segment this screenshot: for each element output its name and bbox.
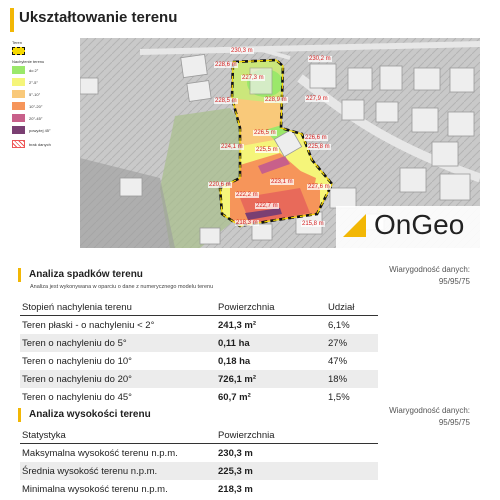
legend-item-label: 2°-5° <box>29 79 38 85</box>
table-row <box>20 462 378 480</box>
height-label: 227,6 m <box>308 184 330 190</box>
legend-item <box>12 102 78 110</box>
height-label: 230,3 m <box>231 48 253 54</box>
height-stat-cell: Maksymalna wysokość terenu n.p.m. <box>22 447 178 459</box>
slope-degree-cell: Teren o nachyleniu do 10° <box>22 355 132 367</box>
slope-share-cell: 1,5% <box>328 391 350 403</box>
legend-item <box>12 78 78 86</box>
table-row <box>20 316 378 334</box>
legend-swatch <box>12 102 25 110</box>
table-row <box>20 370 378 388</box>
slope-col-share: Udział <box>328 302 355 313</box>
legend-item-label: powyżej 45° <box>29 127 51 133</box>
height-credibility-value: 95/95/75 <box>438 418 470 427</box>
height-table <box>20 428 378 498</box>
height-label: 224,1 m <box>221 144 243 150</box>
slope-col-area: Powierzchnia <box>218 302 275 313</box>
slope-credibility-label: Wiarygodność danych: <box>389 265 470 274</box>
table-row <box>20 352 378 370</box>
slope-area-cell: 60,7 m² <box>218 391 251 403</box>
height-label: 226,6 m <box>305 135 327 141</box>
height-label: 228,6 m <box>215 62 237 68</box>
height-label: 222,2 m <box>236 192 258 198</box>
slope-area-cell: 0,18 ha <box>218 355 251 367</box>
area-outline-swatch <box>12 47 25 55</box>
legend-swatch <box>12 78 25 86</box>
slope-share-cell: 18% <box>328 373 348 385</box>
height-credibility <box>389 405 470 429</box>
legend-swatch <box>12 90 25 98</box>
height-label: 222,7 m <box>256 203 278 209</box>
slope-credibility <box>389 264 470 288</box>
height-label: 226,5 m <box>254 130 276 136</box>
height-label: 227,3 m <box>242 75 264 81</box>
slope-area-cell: 726,1 m² <box>218 373 257 385</box>
slope-table-header <box>20 300 378 316</box>
slope-table <box>20 300 378 406</box>
height-label: 223,1 m <box>271 179 293 185</box>
page-title: Ukształtowanie terenu <box>19 9 178 26</box>
height-stat-cell: Średnia wysokość terenu n.p.m. <box>22 465 158 477</box>
legend-item-label: 10°-20° <box>29 103 43 109</box>
height-col-stat: Statystyka <box>22 430 66 441</box>
legend-swatch <box>12 126 25 134</box>
ongeo-logo-icon <box>340 211 370 239</box>
legend-item <box>12 114 78 122</box>
height-label: 220,6 m <box>209 182 231 188</box>
legend-swatch <box>12 114 25 122</box>
slope-col-degree: Stopień nachylenia terenu <box>22 302 132 313</box>
page-header <box>10 8 490 32</box>
table-row <box>20 480 378 498</box>
slope-section-subtitle: Analiza jest wykonywana w oparciu o dane z numerycznego modelu terenu <box>30 284 214 290</box>
slope-degree-cell: Teren o nachyleniu do 5° <box>22 337 127 349</box>
height-label: 230,2 m <box>309 56 331 62</box>
height-col-value: Powierzchnia <box>218 430 275 441</box>
height-value-cell: 218,3 m <box>218 483 253 495</box>
slope-share-cell: 47% <box>328 355 348 367</box>
legend-item <box>12 66 78 74</box>
height-value-cell: 230,3 m <box>218 447 253 459</box>
height-label: 228,5 m <box>215 98 237 104</box>
slope-share-cell: 27% <box>328 337 348 349</box>
slope-share-cell: 6,1% <box>328 319 350 331</box>
slope-credibility-value: 95/95/75 <box>438 277 470 286</box>
legend-area-label: Teren <box>12 40 23 45</box>
table-row <box>20 444 378 462</box>
legend-hatch-label: brak danych <box>29 141 51 147</box>
slope-degree-cell: Teren o nachyleniu do 20° <box>22 373 132 385</box>
ongeo-brand: OnGeo <box>374 209 465 240</box>
map-legend <box>12 40 78 152</box>
height-label: 225,8 m <box>308 144 330 150</box>
height-table-header <box>20 428 378 444</box>
slope-degree-cell: Teren płaski - o nachyleniu < 2° <box>22 319 155 331</box>
legend-item-label: 20°-45° <box>29 115 43 121</box>
height-stat-cell: Minimalna wysokość terenu n.p.m. <box>22 483 168 495</box>
height-label: 227,9 m <box>306 96 328 102</box>
slope-section-title: Analiza spadków terenu <box>18 268 143 282</box>
height-section-title: Analiza wysokości terenu <box>18 408 151 422</box>
legend-swatch <box>12 66 25 74</box>
height-credibility-label: Wiarygodność danych: <box>389 406 470 415</box>
ongeo-logo <box>340 210 464 240</box>
table-row <box>20 334 378 352</box>
legend-item <box>12 90 78 98</box>
legend-slope-heading: Nachylenie terenu <box>12 59 45 64</box>
height-label: 215,8 m <box>302 221 324 227</box>
no-data-swatch <box>12 140 25 148</box>
height-value-cell: 225,3 m <box>218 465 253 477</box>
slope-degree-cell: Teren o nachyleniu do 45° <box>22 391 132 403</box>
legend-item <box>12 126 78 134</box>
slope-area-cell: 241,3 m² <box>218 319 257 331</box>
height-label: 225,5 m <box>256 147 278 153</box>
height-label: 228,9 m <box>265 97 287 103</box>
table-row <box>20 388 378 406</box>
terrain-map[interactable] <box>80 38 480 248</box>
height-label: 218,3 m <box>236 220 258 226</box>
slope-area-cell: 0,11 ha <box>218 337 250 349</box>
legend-item-label: do 2° <box>29 67 39 73</box>
legend-item-label: 5°-10° <box>29 91 41 97</box>
